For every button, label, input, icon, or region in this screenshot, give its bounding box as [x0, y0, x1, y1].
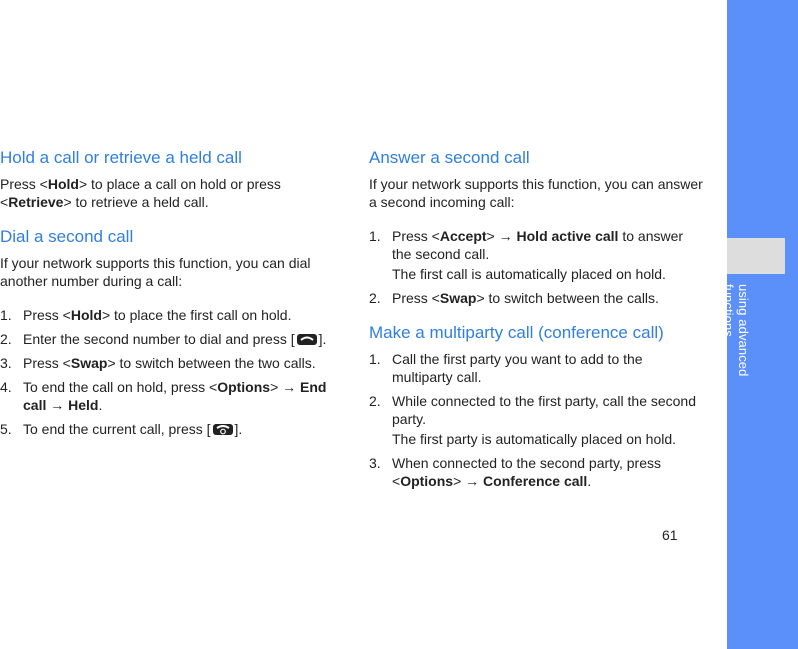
page-number: 61	[662, 527, 678, 543]
answer-steps	[369, 227, 704, 307]
left-column	[0, 148, 338, 454]
step-note: The first call is automatically placed on hold.	[392, 266, 666, 282]
dial-intro: If your network supports this function, you can dial another number during a call:	[0, 255, 311, 289]
hold-key: Hold	[47, 176, 79, 192]
right-column	[369, 148, 704, 506]
list-item: 4. To end the call on hold, press <Options> → End call → Held.	[0, 379, 327, 413]
sidebar-tab	[727, 238, 785, 274]
retrieve-key: Retrieve	[8, 194, 64, 210]
dial-key-icon	[296, 333, 318, 346]
section-title-answer: Answer a second call	[369, 148, 530, 167]
list-item: 5. To end the current call, press [ ].	[0, 421, 243, 437]
list-item: 1. Press <Hold> to place the first call on hold.	[0, 307, 292, 323]
dial-steps	[0, 306, 338, 438]
section-title-dial: Dial a second call	[0, 227, 134, 246]
multiparty-steps	[369, 350, 704, 490]
list-item: 2. Press <Swap> to switch between the calls.	[369, 290, 659, 306]
hold-body: Press <Hold> to place a call on hold or press <Retrieve> to retrieve a held call.	[0, 176, 281, 210]
list-item: 3. Press <Swap> to switch between the two calls.	[0, 355, 316, 371]
list-item: 2. Enter the second number to dial and press [ ].	[0, 331, 327, 347]
list-item: 1. Call the first party you want to add to the multiparty call.	[369, 351, 643, 385]
answer-intro: If your network supports this function, you can answer a second incoming call:	[369, 176, 703, 210]
step-note: The first party is automatically placed on hold.	[392, 431, 677, 447]
end-key-icon	[212, 423, 234, 436]
section-title-hold: Hold a call or retrieve a held call	[0, 148, 242, 167]
list-item: 2. While connected to the first party, call the second party. The first party is automatically placed on hold.	[369, 392, 704, 448]
list-item: 1. Press <Accept> → Hold active call to answer the second call. The first call is automatically placed on hold.	[369, 227, 704, 283]
sidebar-label: using advanced functions	[721, 284, 751, 377]
section-title-multiparty: Make a multiparty call (conference call)	[369, 323, 664, 342]
list-item: 3. When connected to the second party, press <Options> → Conference call.	[369, 455, 662, 489]
